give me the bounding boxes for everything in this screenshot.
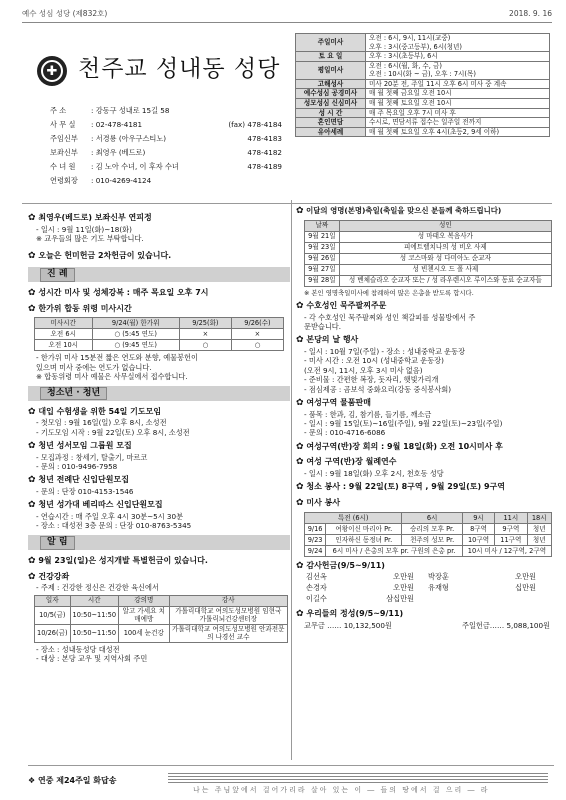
info-key: 주 소 — [50, 106, 67, 116]
table-cell: 100세 눈건강 — [119, 624, 170, 642]
table-cell: 청년 — [527, 534, 552, 545]
offering-dues: 교무금 …… 10,132,500원 — [304, 621, 392, 631]
table-row — [305, 275, 552, 286]
info-key: 사 무 실 — [50, 120, 76, 130]
table-cell: 가톨릭대학교 여의도성모병원 임현국 가톨릭뇌건강센터장 — [169, 606, 287, 624]
table-row — [305, 264, 552, 275]
table-cell: ○ — [179, 340, 231, 351]
table-cell: 11구역 — [495, 534, 527, 545]
table-row — [305, 231, 552, 242]
table-row — [305, 534, 552, 545]
thanks-name: 손경자 — [306, 583, 327, 593]
info-value: : 최영우 (베드로) — [91, 148, 146, 158]
table-cell: 10:50~11:50 — [70, 624, 119, 642]
info-value: : 김 노아 수녀, 이 후자 수녀 — [91, 162, 179, 172]
table-cell: 가톨릭대학교 여의도성모병원 안과전문의 나경선 교수 — [169, 624, 287, 642]
thanks-name: 김선옥 — [306, 572, 327, 582]
schedule-row — [296, 61, 550, 79]
table-cell: 성 빈첸시오 드 폴 사제 — [339, 264, 551, 275]
psalm-title: 연중 제24주일 화답송 — [37, 776, 117, 785]
info-extra: (fax) 478-4184 — [228, 120, 282, 130]
schedule-row — [296, 34, 550, 52]
table-cell: 여왕이신 마리아 Pr. — [326, 523, 402, 534]
table-cell: 인자하신 동정녀 Pr. — [326, 534, 402, 545]
table-row — [305, 242, 552, 253]
table-cell: 피에트렐치나의 성 비오 사제 — [339, 242, 551, 253]
table-cell: 승리의 모후 Pr. — [402, 523, 463, 534]
schedule-label: 고해성사 — [296, 79, 366, 89]
table-row — [35, 329, 284, 340]
schedule-label: 주일미사 — [296, 34, 366, 52]
mass-schedule-table — [295, 33, 550, 137]
info-row — [50, 132, 282, 146]
table-cell: 오전 6시 — [35, 329, 93, 340]
header-cell: 6시 — [402, 512, 463, 523]
header-cell: 강의명 — [119, 595, 170, 606]
health-lecture-notice: ✿ 건강강좌 - 주제 : 건강한 정신은 건강한 육신에서 일자 시간 강의명 강사 10/5(금) 10:50~11:50 알고 가세요 치매예방 가톨릭대학교 여의도성모병원 임현국 가톨릭뇌건강센터장 10/26(금) 10:50~11:50 100세 눈건강 가톨릭대학교 여의도성모병원 안과전문의 나경선 교수 - 장소 : 성내동성당 대성전 - 대상 : 본당 교우 및 지역사회 주민 — [28, 572, 290, 664]
info-extra: 478-4183 — [247, 134, 282, 144]
table-row — [35, 606, 288, 624]
table-cell: 성 마태오 복음사가 — [339, 231, 551, 242]
schedule-row — [296, 79, 550, 89]
table-header — [305, 220, 552, 231]
liturgy-team-notice: ✿ 청년 전례단 신입단원모집 - 문의 : 단장 010-4153-1546 — [28, 475, 134, 497]
table-cell: 9/16 — [305, 523, 326, 534]
schedule-detail: 매 주 목요일 오후 7시 미사 후 — [366, 108, 550, 118]
table-header — [305, 512, 552, 523]
schedule-label: 평일미사 — [296, 61, 366, 79]
retreat-notice: ✿ 최영우(베드로) 보좌신부 연피정 - 일시 : 9월 11일(화)~18(화) ※ 교우들의 많은 기도 부탁합니다. — [28, 213, 290, 243]
info-extra: 478-4189 — [247, 162, 282, 172]
table-header — [35, 318, 284, 329]
schedule-detail: 오전 : 6시, 9시, 11시(교중) 오후 : 3시(중고등부), 6시(청년) — [366, 34, 550, 52]
table-cell: 성 코스마와 성 다미아노 순교자 — [339, 253, 551, 264]
schedule-label: 성모성심 신심미사 — [296, 98, 366, 108]
schedule-row — [296, 52, 550, 62]
header-cell: 성인 — [339, 220, 551, 231]
memorial-mass-notice: ✿ 한가위 합동 위령 미사시간 미사시간 9/24(월) 한가위 9/25(화) 9/26(수) 오전 6시 ○ (5:45 연도) × × 오전 10시 ○ (9:45 연도) ○ ○ - 한가위 미사 15분전 짧은 연도와 분향, 예물봉헌이 있으며 미사 중에는 연도가 없습니다. ※ 합동위령 미사 예물은 사무실에서 접수합니다. — [28, 304, 290, 382]
schedule-label: 예수성심 공경미사 — [296, 89, 366, 99]
parish-day-notice: ✿ 본당의 날 행사 - 일시 : 10월 7일(주일) - 장소 : 성내중학교 운동장 - 미사 시간 : 오전 10시 (성내중학교 운동장) (오전 9시, 11시, 오후 3시 미사 없음) - 준비물 : 간편한 복장, 돗자리, 햇빛가리개 - 점심제공 : 곰보석 중화요리(강동 중식봉사회) — [296, 335, 466, 394]
schedule-row — [296, 98, 550, 108]
schedule-label: 토 요 일 — [296, 52, 366, 62]
contact-info — [50, 104, 282, 188]
feast-day-notice: ✿ 이달의 영명(본명)축일(축일을 맞으신 분들께 축하드립니다) 날짜 성인 9월 21일 성 마태오 복음사가 9월 23일 피에트렐치나의 성 비오 사제 9월 26일 성 코스마와 성 다미아노 순교자 9월 27일 성 빈첸시오 드 폴 사제 9월 28일 성 벤체슬라오 순교자 또는 / 성 라우렌시오 루이스와 동료 순교자들 ※ 본인 영명축일미사에 참례하여 많은 은총을 받도록 합시다. — [296, 206, 554, 297]
table-row — [35, 340, 284, 351]
table-cell: 9월 28일 — [305, 275, 340, 286]
info-value: : 010-4269-4124 — [91, 176, 152, 186]
exam-prayer-notice: ✿ 대입 수험생을 위한 54일 기도모임 - 첫모임 : 9월 16일(일) 오후 8시, 소성전 - 기도모임 시작 : 9월 22일(토) 오후 8시, 소성전 — [28, 406, 190, 437]
holy-hour-notice: ✿ 성시간 미사 및 성체강복 : 매주 목요일 오후 7시 — [28, 288, 209, 299]
info-key: 주임신부 — [50, 134, 78, 144]
header-cell: 미사시간 — [35, 318, 93, 329]
schedule-detail: 수시로, 면담서류 접수는 일주일 전까지 — [366, 118, 550, 128]
table-cell: 성 벤체슬라오 순교자 또는 / 성 라우렌시오 루이스와 동료 순교자들 — [339, 275, 551, 286]
info-key: 수 녀 원 — [50, 162, 76, 172]
table-cell: ○ — [231, 340, 283, 351]
schedule-detail: 매 월 첫째 토요일 오후 4시(초등2, 9세 이하) — [366, 127, 550, 137]
mass-service-table — [304, 512, 552, 557]
church-logo — [37, 56, 67, 86]
section-band-liturgy: 진 례 — [28, 267, 290, 282]
info-extra: 478-4182 — [247, 148, 282, 158]
special-collection-notice: ✿ 9월 23일(일)은 성지개발 특별헌금이 있습니다. — [28, 555, 208, 566]
offering-sunday: 주일헌금…… 5,088,100원 — [462, 621, 550, 631]
header-cell: 시간 — [70, 595, 119, 606]
thanks-name: 박장훈 — [428, 572, 449, 582]
thanks-amount: 오만원 — [515, 572, 536, 582]
table-cell: 알고 가세요 치매예방 — [119, 606, 170, 624]
notice-title: ✿ 최영우(베드로) 보좌신부 연피정 — [28, 213, 152, 223]
table-cell: 천주의 성모 Pr. — [402, 534, 463, 545]
schedule-row — [296, 118, 550, 128]
table-row — [305, 253, 552, 264]
table-row — [35, 624, 288, 642]
header-cell: 9/26(수) — [231, 318, 283, 329]
info-key: 연령회장 — [50, 176, 78, 186]
thanks-list — [296, 572, 554, 605]
thanks-amount — [470, 594, 550, 605]
feast-day-table — [304, 220, 552, 287]
schedule-row — [296, 127, 550, 137]
table-cell: 9월 21일 — [305, 231, 340, 242]
info-row — [50, 118, 282, 132]
psalm-footer: ❖ 연중 제24주일 화답송 나는 주님앞에서 걸어가리라 살아 있는 이 ― 들의 땅에서 걸 으리 ― 라 — [28, 765, 554, 795]
table-cell: 6시 미사 / 은총의 모후 pr. 구원의 은총 pr. — [326, 545, 463, 556]
info-value: : 강동구 성내로 15길 58 — [91, 106, 170, 116]
table-cell: ○ (9:45 연도) — [92, 340, 179, 351]
header-cell: 11시 — [495, 512, 527, 523]
table-row — [305, 545, 552, 556]
table-cell: 9/23 — [305, 534, 326, 545]
column-divider — [291, 200, 292, 760]
header-cell: 특전 (6시) — [305, 512, 402, 523]
thanks-amount: 삼십만원 — [386, 594, 414, 604]
schedule-label: 혼인면담 — [296, 118, 366, 128]
info-value: : 02-478-4181 — [91, 120, 143, 130]
leaders-training-notice: ✿ 여성 구역(반)장 월례연수 - 일시 : 9월 18일(화) 오후 2시, 천호동 성당 — [296, 457, 444, 479]
table-cell: 10구역 — [462, 534, 494, 545]
table-cell: 9월 23일 — [305, 242, 340, 253]
cross-icon: ✚ — [46, 63, 58, 79]
table-cell: 10시 미사 / 12구역, 2구역 — [462, 545, 551, 556]
header-cell: 9/24(월) 한가위 — [92, 318, 179, 329]
thanks-amount: 십만원 — [515, 583, 536, 593]
issue-date: 2018. 9. 16 — [509, 9, 552, 18]
table-cell: 8구역 — [462, 523, 494, 534]
offering-notice: ✿ 우리들의 정성(9/5~9/11) 교무금 …… 10,132,500원 주일헌금…… 5,088,100원 — [296, 609, 550, 631]
info-row — [50, 146, 282, 160]
right-column — [296, 206, 554, 635]
header-cell: 강사 — [169, 595, 287, 606]
table-header — [35, 595, 288, 606]
schedule-detail: 오전 : 6시(월, 화, 수, 금) 오전 : 10시(화 ~ 금), 오후 : 7시(목) — [366, 61, 550, 79]
table-cell: 10/26(금) — [35, 624, 71, 642]
table-cell: 10/5(금) — [35, 606, 71, 624]
choir-notice: ✿ 청년 성가대 베리따스 신입단원모집 - 연습시간 : 매 주일 오후 4시 30분~5시 30분 - 장소 : 대성전 3층 문의 : 단장 010-8763-5345 — [28, 500, 192, 531]
page-title: 천주교 성내동 성당 — [78, 56, 281, 82]
thanks-amount: 오만원 — [393, 583, 414, 593]
info-value: : 서경룡 (아우구스티노) — [91, 134, 167, 144]
thanks-row — [306, 572, 554, 583]
thanks-row — [306, 583, 554, 594]
leaders-meeting-notice: ✿ 여성구역(반)장 회의 : 9월 18일(화) 오전 10시미사 후 — [296, 441, 503, 452]
thanks-amount: 오만원 — [393, 572, 414, 582]
page-header — [22, 9, 552, 23]
mass-service-notice: ✿ 미사 봉사 특전 (6시) 6시 9시 11시 18시 9/16 여왕이신 마리아 Pr. 승리의 모후 Pr. 8구역 9구역 청년 9/23 인자하신 동정녀 Pr. 천주의 성모 Pr. 10구역 11구역 청년 9/24 6시 미사 / 은총의 모후 pr. 구원의 은총 pr. 10시 미사 / 12구역, 2구역 — [296, 498, 554, 557]
header-cell: 일자 — [35, 595, 71, 606]
table-cell: ○ (5:45 연도) — [92, 329, 179, 340]
thanks-offering-notice: ✿ 감사헌금(9/5~9/11) 김선옥 오만원 박장훈 오만원 손경자 오만원 유재형 십만원 이길수 삼십만원 — [296, 561, 554, 606]
table-cell: 9월 26일 — [305, 253, 340, 264]
thanks-name: 이길수 — [306, 594, 327, 604]
header-cell: 9/25(화) — [179, 318, 231, 329]
bracelet-order-notice: ✿ 수호성인 묵주팔찌주문 - 각 수호성인 묵주팔찌와 성인 책갈피를 성물방에서 주 문받습니다. — [296, 301, 476, 332]
cleaning-notice: ✿ 청소 봉사 : 9월 22일(토) 8구역 , 9월 29일(토) 9구역 — [296, 482, 505, 493]
schedule-label: 유아세례 — [296, 127, 366, 137]
info-row — [50, 104, 282, 118]
divider — [22, 203, 552, 204]
thanks-name — [428, 594, 470, 605]
table-cell: × — [179, 329, 231, 340]
section-band-youth: 청소년 · 청년 — [28, 386, 290, 401]
schedule-detail: 오후 : 3시(초등부), 6시 — [366, 52, 550, 62]
header-cell: 9시 — [462, 512, 494, 523]
left-column — [28, 213, 290, 668]
table-cell: 청년 — [527, 523, 552, 534]
schedule-detail: 매 월 첫째 토요일 오전 10시 — [366, 98, 550, 108]
schedule-row — [296, 89, 550, 99]
table-cell: 오전 10시 — [35, 340, 93, 351]
thanks-row — [306, 594, 554, 605]
info-row — [50, 160, 282, 174]
section-band-notice: 알 림 — [28, 535, 290, 550]
schedule-detail: 미사 20분 전, 주일 11시 오후 6시 미사 중 계속 — [366, 79, 550, 89]
table-cell: × — [231, 329, 283, 340]
schedule-label: 성 시 간 — [296, 108, 366, 118]
table-cell: 10:50~11:50 — [70, 606, 119, 624]
second-collection-notice: ✿ 오늘은 헌미헌금 2차헌금이 있습니다. — [28, 251, 172, 262]
memorial-mass-table — [34, 317, 284, 351]
info-key: 보좌신부 — [50, 148, 78, 158]
lecture-table — [34, 595, 288, 643]
goods-sale-notice: ✿ 여성구역 물품판매 - 품목 : 한과, 김, 참기름, 들기름, 깨소금 - 일시 : 9월 15일(토)~16일(주일), 9월 22일(토)~23일(주일) - 문의 : 010-4716-6086 — [296, 397, 503, 438]
thanks-name: 유재형 — [428, 583, 449, 593]
table-cell: 9/24 — [305, 545, 326, 556]
psalm-lyric: 나는 주님앞에서 걸어가리라 살아 있는 이 ― 들의 땅에서 걸 으리 ― 라 — [193, 786, 490, 794]
table-cell: 9구역 — [495, 523, 527, 534]
music-staff — [168, 773, 548, 785]
header-cell: 18시 — [527, 512, 552, 523]
schedule-row — [296, 108, 550, 118]
table-cell: 9월 27일 — [305, 264, 340, 275]
info-row — [50, 174, 282, 188]
table-row — [305, 523, 552, 534]
schedule-detail: 매 월 첫째 금요일 오전 10시 — [366, 89, 550, 99]
issue-label: 예수 성심 성당 (제832호) — [22, 9, 108, 18]
bible-group-notice: ✿ 청년 성서모임 그룹원 모집 - 모집과정 : 창세기, 탈출기, 마르코 - 문의 : 010-9496-7958 — [28, 440, 148, 471]
header-cell: 날짜 — [305, 220, 340, 231]
